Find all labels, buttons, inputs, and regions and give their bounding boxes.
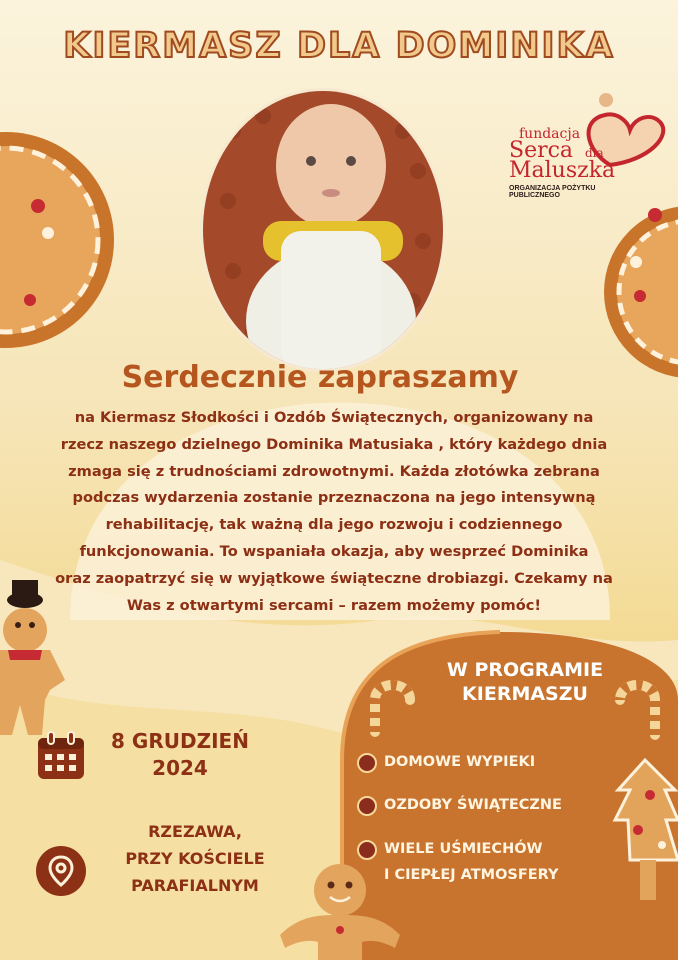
place-line2: PRZY KOŚCIELE — [125, 849, 265, 868]
program-item: WIELE UŚMIECHÓW — [384, 841, 543, 857]
body-line: rehabilitację, tak ważną dla jego rozwoju i codziennego — [105, 516, 563, 534]
program-item: OZDOBY ŚWIĄTECZNE — [384, 797, 562, 813]
bullet-icon — [357, 753, 377, 773]
cookie-icon-left — [0, 132, 114, 348]
logo-subtitle: ORGANIZACJA POŻYTKU PUBLICZNEGO — [509, 185, 596, 199]
bullet-icon — [357, 796, 377, 816]
logo-line4: Maluszka — [509, 158, 616, 183]
event-date — [95, 728, 265, 782]
place-line3: PARAFIALNYM — [131, 876, 259, 895]
cookie-icon-right — [604, 206, 678, 378]
body-line: zmaga się z trudnościami zdrowotnymi. Każda złotówka zebrana — [68, 462, 600, 480]
baby-photo — [200, 88, 446, 372]
place-line1: RZEZAWA, — [148, 822, 242, 841]
invitation-text — [24, 405, 644, 619]
body-line: rzecz naszego dzielnego Dominika Matusiaka , który każdego dnia — [60, 435, 608, 453]
body-line: funkcjonowania. To wspaniała okazja, aby wesprzeć Dominika — [79, 542, 589, 560]
body-line: oraz zaopatrzyć się w wyjątkowe świąteczne drobiazgi. Czekamy na — [55, 569, 613, 587]
program-title-line1: W PROGRAMIE — [446, 659, 604, 681]
headline: Serdecznie zapraszamy — [121, 360, 519, 395]
foundation-logo — [505, 96, 645, 206]
bullet-icon — [357, 840, 377, 860]
location-pin-icon — [35, 845, 87, 897]
logo-line2: Serca — [509, 138, 574, 163]
date-line2: 2024 — [152, 756, 208, 780]
poster-title: KIERMASZ DLA DOMINIKA — [63, 26, 615, 66]
logo-line3: dla — [585, 146, 604, 160]
calendar-icon — [35, 730, 87, 782]
program-item: I CIEPŁEJ ATMOSFERY — [384, 867, 559, 883]
program-title-line2: KIERMASZU — [462, 683, 588, 705]
program-item: DOMOWE WYPIEKI — [384, 754, 536, 770]
date-line1: 8 GRUDZIEŃ — [111, 729, 249, 753]
event-place — [100, 818, 290, 899]
body-line: podczas wydarzenia zostanie przeznaczona na jego intensywną — [72, 489, 596, 507]
body-line: na Kiermasz Słodkości i Ozdób Świątecznych, organizowany na — [74, 409, 594, 426]
logo-line1: fundacja — [519, 126, 581, 142]
body-line: Was z otwartymi sercami – razem możemy pomóc! — [126, 596, 542, 614]
program-title — [400, 658, 650, 706]
